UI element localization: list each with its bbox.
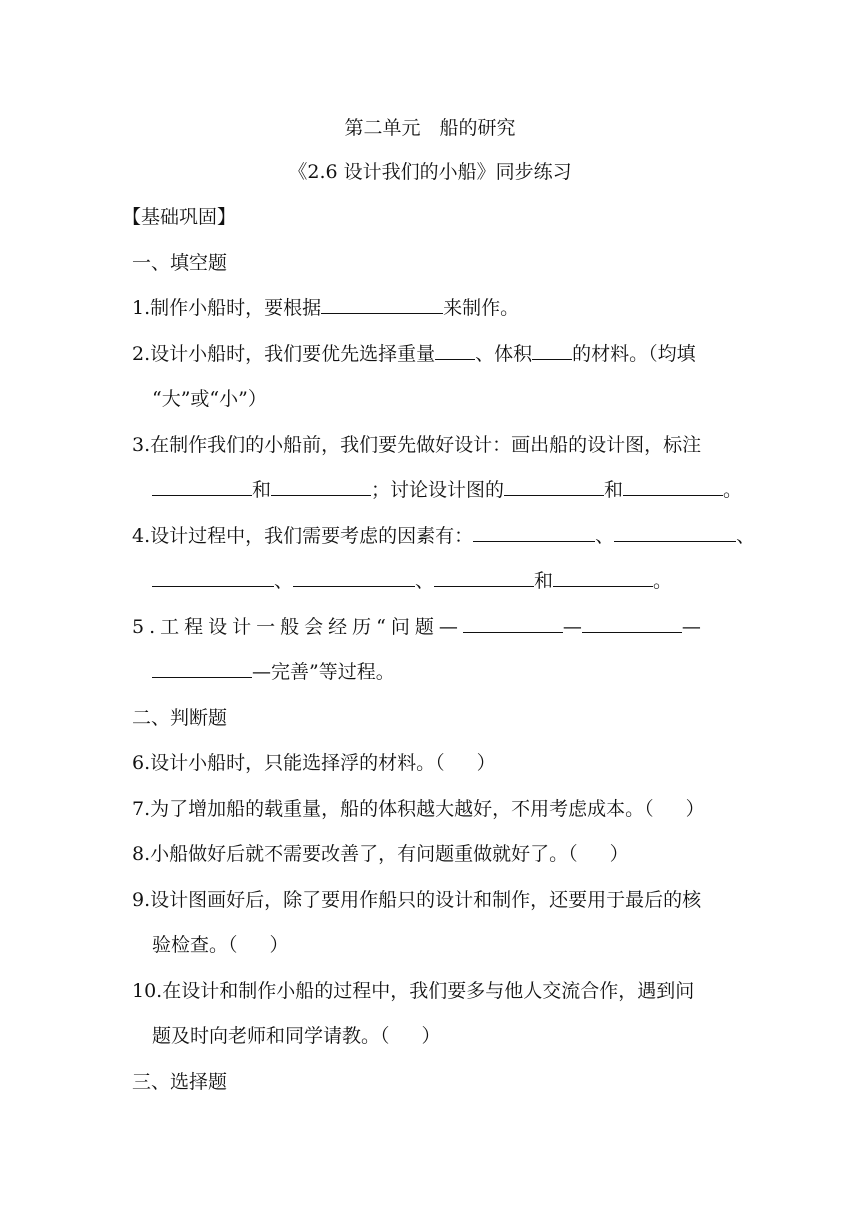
question-6-text: 6.设计小船时，只能选择浮的材料。（ xyxy=(132,752,445,774)
question-2 xyxy=(132,341,696,367)
close-paren: ） xyxy=(685,798,705,820)
question-1-text-b: 来制作。 xyxy=(443,297,520,319)
part3-heading: 三、选择题 xyxy=(132,1071,228,1093)
question-8 xyxy=(132,841,629,867)
question-4-text-e: 、 xyxy=(415,570,435,592)
answer-blank[interactable] xyxy=(152,659,252,678)
close-paren: ） xyxy=(609,843,629,865)
question-4-text-b: 、 xyxy=(595,525,615,547)
answer-blank[interactable] xyxy=(614,523,736,542)
answer-blank[interactable] xyxy=(582,614,682,633)
question-3: 3.在制作我们的小船前，我们要先做好设计：画出船的设计图，标注 xyxy=(132,434,702,456)
question-4 xyxy=(132,523,755,549)
question-5-text-a: 5.工程设计一般会经历“问题— xyxy=(132,616,463,638)
question-4-text-c: 、 xyxy=(736,525,756,547)
close-paren: ） xyxy=(476,752,496,774)
question-2-continued: “大”或“小”） xyxy=(152,388,267,410)
question-1-text-a: 1.制作小船时，要根据 xyxy=(132,297,322,319)
lesson-title: 《2.6 设计我们的小船》同步练习 xyxy=(288,161,572,183)
question-4-text-d: 、 xyxy=(274,570,294,592)
answer-blank[interactable] xyxy=(504,477,604,496)
question-1 xyxy=(132,295,519,321)
unit-title: 第二单元 船的研究 xyxy=(344,117,516,139)
question-10-text: 题及时向老师和同学请教。（ xyxy=(152,1025,390,1047)
answer-blank[interactable] xyxy=(435,341,475,360)
question-8-text: 8.小船做好后就不需要改善了，有问题重做就好了。（ xyxy=(132,843,578,865)
question-4-text-a: 4.设计过程中，我们需要考虑的因素有： xyxy=(132,525,474,547)
part2-heading: 二、判断题 xyxy=(132,707,228,729)
close-paren: ） xyxy=(421,1025,441,1047)
question-9-text: 验检查。（ xyxy=(152,934,238,956)
question-9: 9.设计图画好后，除了要用作船只的设计和制作，还要用于最后的核 xyxy=(132,889,702,911)
question-6 xyxy=(132,750,496,776)
question-4-continued xyxy=(152,568,672,594)
question-4-text-f: 和 xyxy=(534,570,554,592)
question-5-text-b: — xyxy=(562,616,582,638)
answer-blank[interactable] xyxy=(321,295,443,314)
question-3-text-d: 和 xyxy=(604,479,624,501)
answer-blank[interactable] xyxy=(473,523,595,542)
answer-blank[interactable] xyxy=(293,568,415,587)
answer-blank[interactable] xyxy=(553,568,653,587)
question-9-continued xyxy=(152,932,289,958)
question-2-text-a: 2.设计小船时，我们要优先选择重量 xyxy=(132,343,436,365)
question-5-continued xyxy=(152,659,395,685)
question-2-text-b: 、体积 xyxy=(475,343,533,365)
answer-blank[interactable] xyxy=(463,614,563,633)
part1-heading: 一、填空题 xyxy=(132,252,228,274)
answer-blank[interactable] xyxy=(152,568,274,587)
question-2-text-c: 的材料。（均填 xyxy=(572,343,696,365)
section-basic-heading: 【基础巩固】 xyxy=(122,206,237,228)
answer-blank[interactable] xyxy=(271,477,371,496)
answer-blank[interactable] xyxy=(434,568,534,587)
question-4-text-g: 。 xyxy=(653,570,673,592)
question-5-text-c: — xyxy=(681,616,701,638)
question-3-continued xyxy=(152,477,742,503)
answer-blank[interactable] xyxy=(152,477,252,496)
answer-blank[interactable] xyxy=(532,341,572,360)
question-3-text-e: 。 xyxy=(723,479,743,501)
question-5 xyxy=(132,614,701,640)
question-3-text-b: 和 xyxy=(252,479,272,501)
question-10: 10.在设计和制作小船的过程中，我们要多与他人交流合作，遇到问 xyxy=(132,980,695,1002)
question-5-text-d: —完善”等过程。 xyxy=(252,661,395,683)
question-3-text-c: ；讨论设计图的 xyxy=(371,479,505,501)
question-7 xyxy=(132,796,705,822)
answer-blank[interactable] xyxy=(623,477,723,496)
question-10-continued xyxy=(152,1023,441,1049)
question-7-text: 7.为了增加船的载重量，船的体积越大越好，不用考虑成本。（ xyxy=(132,798,654,820)
close-paren: ） xyxy=(269,934,289,956)
